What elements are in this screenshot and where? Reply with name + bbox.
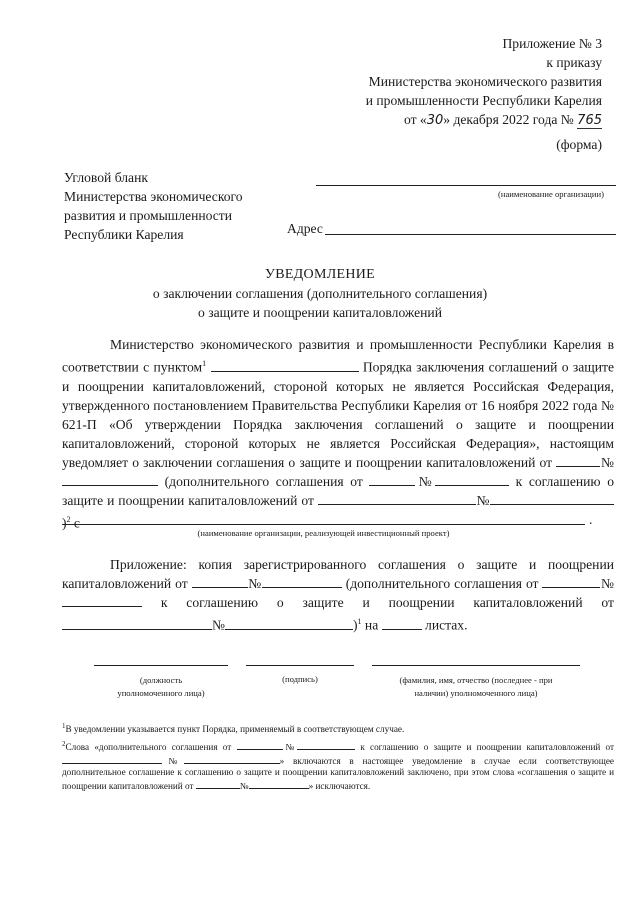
title-main: УВЕДОМЛЕНИЕ [264,267,376,282]
corner-line-4: Республики Карелия [64,227,184,242]
signature-line [246,665,354,666]
footnote-ref-2: 2 [66,514,71,524]
address-label: Адрес [287,221,323,236]
ministry-line-1: Министерства экономического развития [368,74,602,89]
signature-caption: (подпись) [282,674,318,684]
title-sub-1: о заключении соглашения (дополнительного соглашения) [152,286,488,301]
footnote-ref-1: 1 [202,359,207,368]
footnote-1: $^1$В уведомлении указывается пункт Порядка, применяемый в соответствующем случае. [62,722,405,735]
fio-caption: (фамилия, имя, отчество (последнее - при наличии) уполномоченного лица) [399,675,553,698]
order-date: от «30» декабря 2022 года № 765 [403,112,602,128]
org-project-line [62,524,585,525]
attachment-paragraph: Приложение: копия зарегистрированного соглашения о защите и поощрении капиталовложений от № (дополнительного соглашения от № к соглашению о защите и поощрении капиталовложений от № )$^1$ на листах. [62,557,614,633]
address-line [325,234,616,235]
position-caption: (должность уполномоченного лица) [117,675,205,698]
corner-line-1: Угловой бланк [64,170,148,185]
ministry-line-2: и промышленности Республики Карелия [365,93,602,108]
title-sub-2: о защите и поощрении капиталовложений [198,305,442,320]
fio-line [372,665,580,666]
handwritten-day: 30 [426,113,444,128]
form-label: (форма) [556,137,602,152]
notice-body: Министерство экономического развития и промышленности Республики Карелия в соответствии с пунктом$^1$ Порядка заключения соглашений о защите и поощрении капиталовложений, стороной которых не является Российская Федерация, утвержденного постановлением Правительства Республики Карелия от 16 ноября 2022 года № 621-П «Об утверждении Порядка заключения соглашений о защите и поощрении капиталовложений, стороной которых не является Российская Федерация», настоящим уведомляет о заключении соглашения о защите и поощрении капиталовложений от № (дополнительного соглашения от № к соглашению о защите и поощрении капиталовложений от №)$^2$ с [62,337,614,531]
document-title [0,265,640,322]
item-number-blank [211,359,359,372]
position-line [94,665,228,666]
to-order: к приказу [546,55,602,70]
corner-line-2: Министерства экономического [64,189,243,204]
corner-line-3: развития и промышленности [64,208,232,223]
footnote-2: $^2$Слова «дополнительного соглашения от № к соглашению о защите и поощрении капиталовложений от № » включаются в настоящее уведомление в случае если соответствующее дополнительное соглашение к соглашению о защите и поощрении капиталовложений заключено, при этом слова «соглашения о защите и поощрении капиталовложений от № » исключаются. [62,740,614,791]
appendix-header [282,34,602,130]
org-name-caption: (наименование организации) [498,189,604,199]
corner-stamp [64,168,243,244]
org-name-line [316,185,616,186]
org-project-caption: (наименование организации, реализующей инвестиционный проект) [197,528,450,538]
handwritten-order-number: 765 [577,113,602,128]
appendix-number: Приложение № 3 [502,36,602,51]
